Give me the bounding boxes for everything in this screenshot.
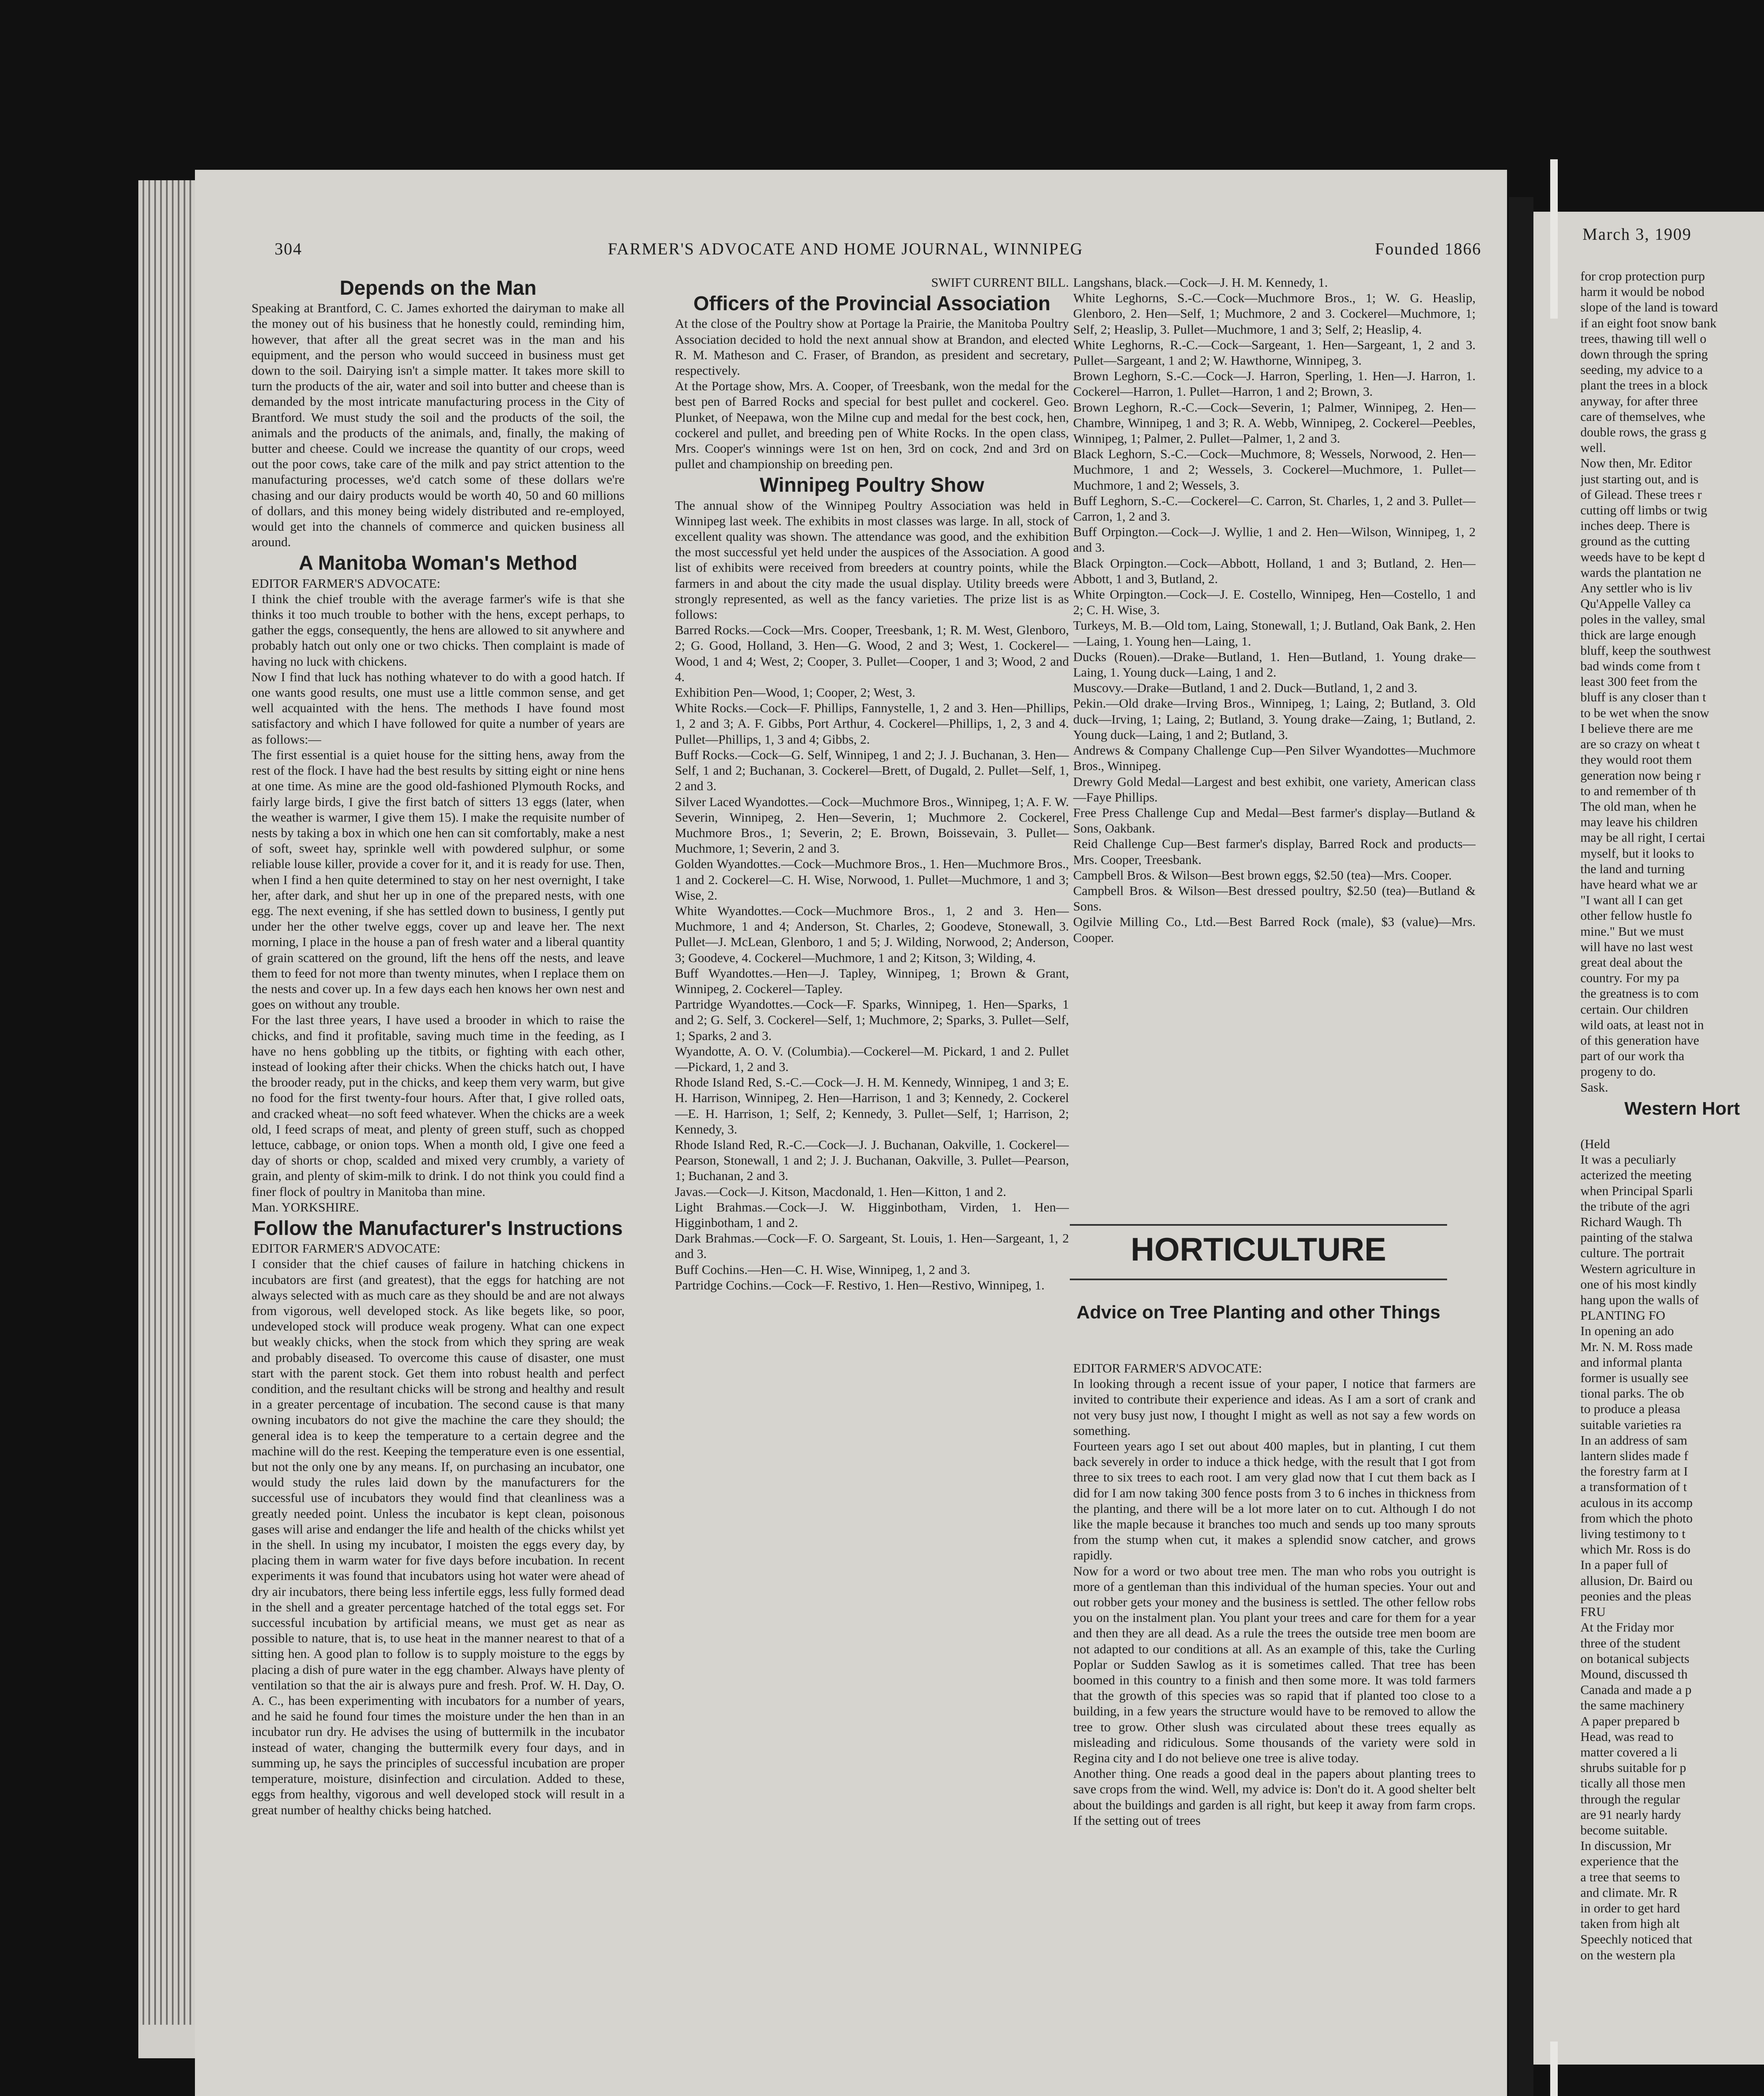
text-line: wild oats, at least not in: [1580, 1017, 1704, 1032]
prize-entry: Brown Leghorn, R.-C.—Cock—Severin, 1; Palmer, Winnipeg, 2. Hen—Chambre, Winnipeg, 1 and 3; R. A. Webb, Winnipeg, 2. Cockerel—Peebles, Winnipeg, 1; Palmer, 2. Pullet—Palmer, 1, 2 and 3.: [1073, 399, 1476, 446]
text-line: may leave his children: [1580, 815, 1698, 830]
text-line: country. For my pa: [1580, 970, 1679, 986]
text-line: great deal about the: [1580, 955, 1683, 970]
text-line: one of his most kindly: [1580, 1276, 1697, 1292]
section-rule: [1070, 1224, 1447, 1226]
text-line: the land and turning: [1580, 861, 1685, 876]
prize-entry: Muscovy.—Drake—Butland, 1 and 2. Duck—Butland, 1, 2 and 3.: [1073, 680, 1418, 695]
text-line: tional parks. The ob: [1580, 1386, 1684, 1401]
text-line: of Gilead. These trees r: [1580, 487, 1702, 502]
text-line: myself, but it looks to: [1580, 846, 1694, 861]
text-line: Western agriculture in: [1580, 1261, 1696, 1276]
horticulture-article: [1073, 1360, 1476, 1993]
prize-entry: Drewry Gold Medal—Largest and best exhibit, one variety, American class—Faye Phillips.: [1073, 774, 1476, 804]
text-line: acterized the meeting: [1580, 1167, 1692, 1183]
text-line: they would root them: [1580, 752, 1692, 767]
text-line: living testimony to t: [1580, 1526, 1686, 1541]
text-line: weeds have to be kept d: [1580, 549, 1705, 564]
text-line: just starting out, and is: [1580, 471, 1699, 486]
prize-entry: Buff Leghorn, S.-C.—Cockerel—C. Carron, St. Charles, 1, 2 and 3. Pullet—Carron, 1, 2 and 3.: [1073, 493, 1476, 524]
text-line: mine." But we must: [1580, 923, 1684, 939]
text-line: allusion, Dr. Baird ou: [1580, 1573, 1693, 1588]
editor-line: EDITOR FARMER'S ADVOCATE:: [252, 576, 441, 591]
text-line: on the western pla: [1580, 1947, 1676, 1962]
text-line: from which the photo: [1580, 1510, 1693, 1525]
text-line: Now then, Mr. Editor: [1580, 456, 1692, 471]
text-line: lantern slides made f: [1580, 1448, 1689, 1463]
text-line: painting of the stalwa: [1580, 1230, 1693, 1245]
text-line: former is usually see: [1580, 1370, 1689, 1385]
text-line: to and remember of th: [1580, 783, 1696, 798]
text-line: and climate. Mr. R: [1580, 1885, 1678, 1900]
text-line: and informal planta: [1580, 1354, 1682, 1370]
text-line: It was a peculiarly: [1580, 1152, 1676, 1167]
column-2: [675, 275, 1069, 1985]
text-line: a tree that seems to: [1580, 1869, 1680, 1884]
article-title: Follow the Manufacturer's Instructions: [253, 1217, 623, 1240]
prize-entry: Exhibition Pen—Wood, 1; Cooper, 2; West, 3.: [675, 685, 916, 700]
text-line: on botanical subjects: [1580, 1651, 1689, 1666]
text-line: in order to get hard: [1580, 1900, 1680, 1915]
text-line: suitable varieties ra: [1580, 1417, 1682, 1432]
text-line: wards the plantation ne: [1580, 565, 1702, 580]
text-line: a transformation of t: [1580, 1479, 1687, 1494]
article-paragraph: For the last three years, I have used a brooder in which to raise the chicks, and find it profitable, saving much time in the feeding, as I have no hens gobbling up the titbits, or fighting with each other, instead of looking after their chicks. When the chicks hatch out, I have the brooder ready, put in the chicks, and keep them very warm, but give no food for the first twenty-four hours. After that, I give rolled oats, and cracked wheat—no soft feed whatever. When the chicks are a week old, I feed scraps of meat, and plenty of green stuff, such as chopped lettuce, cabbage, or onion tops. When a month old, I give one feed a day of shorts or chop, scalded and mixed very crumbly, a variety of grain, and plenty of skim-milk to drink. I do not think you could find a finer flock of poultry in Manitoba than mine.: [252, 1012, 625, 1199]
founded-line: Founded 1866: [1375, 239, 1481, 258]
prize-entry: Javas.—Cock—J. Kitson, Macdonald, 1. Hen—Kitton, 1 and 2.: [675, 1184, 1007, 1199]
article-paragraph: I consider that the chief causes of failure in hatching chickens in incubators are first (and greatest), that the eggs for hatching are not always selected with as much care as they should be and are not always from vigorous, well developed stock. As like begets like, so poor, undeveloped stock will produce weak progeny. What can one expect but weakly chicks, when the stock from which they spring are weak and probably diseased. To overcome this cause of disaster, one must start with the parent stock. Get them into robust health and perfect condition, and the resultant chicks will be strong and healthy and result in a greater percentage of incubation. The second cause is that many owning incubators do not give the machine the care they should; the general idea is to keep the temperature to a certain degree and the machine will do the rest. Keeping the temperature even is one essential, but not the only one by any means. If, on purchasing an incubator, one would study the rules laid down by the manufacturers for the successful use of incubators they would find that cleanliness was a greatly needed point. Unless the incubator is kept clean, poisonous gases will arise and endanger the life and health of the chicks whilst yet in the shell. In using my incubator, I moisten the eggs every day, by placing them in warm water for five days before incubation. In recent experiments it was found that incubators using hot water were ahead of dry air incubators, there being less infertile eggs, less fully formed dead in the shell and a greater percentage hatched of the total eggs set. For successful incubation by artificial means, we must get as near as possible to nature, that is, to use heat in the manner nearest to that of a sitting hen. A good plan to follow is to supply moisture to the eggs by placing a dish of pure water in the egg chamber. Always have plenty of ventilation so that the air is always pure and fresh. Prof. W. H. Day, O. A. C., has been experimenting with incubators for a number of years, and he said he found four times the moisture under the hen than in an incubator run dry. He advises the using of buttermilk in the incubator instead of water, changing the buttermilk every four days, and in summing up, he says the principles of successful incubation are proper temperature, moisture, disinfection and circulation. Added to these, eggs from healthy, vigorous and well developed stock will result in a great number of healthy chicks being hatched.: [252, 1256, 625, 1817]
prize-entry: Light Brahmas.—Cock—J. W. Higginbotham, Virden, 1. Hen—Higginbotham, 1 and 2.: [675, 1199, 1069, 1230]
prize-entry: Rhode Island Red, S.-C.—Cock—J. H. M. Kennedy, Winnipeg, 1 and 3; E. H. Harrison, Winnipeg, 2. Hen—Harrison, 1 and 3; Kennedy, 2. Cockerel—E. H. Harrison, 1; Self, 2; Kennedy, 3. Pullet—Self, 1; Harrison, 2; Kennedy, 3.: [675, 1075, 1069, 1136]
article-title: Depends on the Man: [340, 277, 537, 299]
prize-entry: Wyandotte, A. O. V. (Columbia).—Cockerel—M. Pickard, 1 and 2. Pullet—Pickard, 1, 2 and 3.: [675, 1043, 1069, 1074]
text-line: In an address of sam: [1580, 1432, 1687, 1447]
article-title: Western Hort: [1624, 1098, 1740, 1119]
text-line: least 300 feet from the: [1580, 674, 1697, 689]
prize-entry: Andrews & Company Challenge Cup—Pen Silver Wyandottes—Muchmore Bros., Winnipeg.: [1073, 743, 1476, 773]
text-line: In opening an ado: [1580, 1323, 1674, 1339]
prize-entry: Buff Orpington.—Cock—J. Wyllie, 1 and 2. Hen—Wilson, Winnipeg, 1, 2 and 3.: [1073, 524, 1476, 555]
text-line: well.: [1580, 440, 1606, 455]
prize-entry: Black Leghorn, S.-C.—Cock—Muchmore, 8; Wessels, Norwood, 2. Hen—Muchmore, 1 and 2; Wessels, 3. Cockerel—Muchmore, 1. Pullet—Muchmore, 1 and 2; Wessels, 3.: [1073, 446, 1476, 493]
text-line: have heard what we ar: [1580, 877, 1697, 892]
prize-entry: Langshans, black.—Cock—J. H. M. Kennedy, 1.: [1073, 275, 1328, 290]
text-line: of this generation have: [1580, 1032, 1699, 1048]
text-line: At the Friday mor: [1580, 1620, 1674, 1635]
text-line: may be all right, I certai: [1580, 830, 1705, 845]
text-line: hang upon the walls of: [1580, 1292, 1699, 1307]
article-title: Winnipeg Poultry Show: [760, 474, 984, 497]
text-line: to produce a pleasa: [1580, 1401, 1681, 1416]
article-paragraph: The first essential is a quiet house for the sitting hens, away from the rest of the flock. I have had the best results by sitting eight or nine hens at one time. As mine are the good old-fashioned Plymouth Rocks, and fairly large birds, I give the first batch of sitters 13 eggs (later, when the weather is warmer, I give them 15). I make the requisite number of nests by taking a box in which one hen can sit comfortably, make a nest of soft, sweet hay, sprinkle well with powdered sulphur, or some reliable louse killer, provide a cover for it, and it is ready for use. Then, when I find a hen quite determined to stay on her nest overnight, I take her, after dark, and shut her up in one of the prepared nests, with one egg. The next evening, if she has settled down to business, I gently put under her the other twelve eggs, cover up and leave her. The next morning, I place in the house a pan of fresh water and a liberal quantity of grain scattered on the ground, lift the hens off the nests, and leave them to feed for not more than twenty minutes, when I replace them on the nests and cover up. In a few days each hen knows her own nest and goes on without any trouble.: [252, 747, 625, 1012]
prize-entry: White Wyandottes.—Cock—Muchmore Bros., 1, 2 and 3. Hen—Muchmore, 1 and 4; Anderson, St. Charles, 2; Goodeve, Stonewall, 3. Pullet—J. McLean, Glenboro, 1 and 5; J. Wilding, Norwood, 2; Anderson, 3; Goodeve, 4. Cockerel—Muchmore, 1 and 2; Kitson, 3; Wilding, 4.: [675, 903, 1069, 965]
text-line: the same machinery: [1580, 1698, 1684, 1713]
text-line: the forestry farm at I: [1580, 1464, 1688, 1479]
column-1: [252, 275, 625, 1985]
column-3: [1073, 275, 1476, 1214]
text-line: certain. Our children: [1580, 1001, 1689, 1017]
prize-entry: Silver Laced Wyandottes.—Cock—Muchmore Bros., Winnipeg, 1; A. F. W. Severin, Winnipeg, 2. Hen—Severin, 1; Muchmore 2. Cockerel, Muchmore Bros., 1; Severin, 2; E. Brown, Boissevain, 3. Pullet—Muchmore, 1; Severin, 2 and 3.: [675, 794, 1069, 856]
text-line: FRU: [1580, 1604, 1606, 1619]
article-paragraph: Now for a word or two about tree men. The man who robs you outright is more of a gentleman than this individual of the human species. Your out and out robber gets your money and the business is settled. The other fellow robs you on the instalment plan. You plant your trees and care for them for a year and then they are all dead. As a rule the trees the outside tree men boom are not adapted to our conditions at all. As an example of this, take the Curling Poplar or Sudden Sawlog as it is sometimes called. That tree has been boomed in this country to a finish and then some more. It was told farmers that the growth of this species was so rapid that if planted too close to a building, in a few years the structure would have to be removed to allow the tree to grow. Other slush was circulated about these trees equally as misleading and ridiculous. Some thousands of the variety were sold in Regina city and I do not believe one tree is alive today.: [1073, 1563, 1476, 1766]
text-line: will have no last west: [1580, 939, 1693, 954]
prize-entry: Turkeys, M. B.—Old tom, Laing, Stonewall, 1; J. Butland, Oak Bank, 2. Hen—Laing, 1. Young hen—Laing, 1.: [1073, 618, 1476, 649]
text-line: if an eight foot snow bank: [1580, 315, 1717, 330]
text-line: harm it would be nobod: [1580, 284, 1705, 299]
text-line: inches deep. There is: [1580, 518, 1690, 533]
text-line: PLANTING FO: [1580, 1308, 1665, 1323]
section-title: HORTICULTURE: [1131, 1231, 1386, 1268]
prize-entry: Buff Cochins.—Hen—C. H. Wise, Winnipeg, 1, 2 and 3.: [675, 1262, 970, 1277]
text-line: A paper prepared b: [1580, 1713, 1680, 1728]
text-line: care of themselves, whe: [1580, 409, 1705, 424]
text-line: tically all those men: [1580, 1776, 1686, 1791]
prize-entry: Reid Challenge Cup—Best farmer's display, Barred Rock and products—Mrs. Cooper, Treesbank.: [1073, 836, 1476, 867]
article-paragraph: At the Portage show, Mrs. A. Cooper, of Treesbank, won the medal for the best pen of Barred Rocks and special for best pullet and cockerel. Geo. Plunket, of Neepawa, won the Milne cup and medal for the best cock, hen, cockerel and pullet, and breeding pen of White Rocks. In the open class, Mrs. Cooper's winnings were 1st on hen, 3rd on cock, 2nd and 3rd on pullet and championship on breeding pen.: [675, 379, 1069, 472]
text-line: Sask.: [1580, 1079, 1608, 1095]
text-line: through the regular: [1580, 1791, 1680, 1806]
text-line: the tribute of the agri: [1580, 1198, 1690, 1214]
article-title: A Manitoba Woman's Method: [298, 552, 578, 575]
text-line: plant the trees in a block: [1580, 378, 1708, 393]
right-page-column: [1580, 268, 1764, 1095]
section-rule: [1070, 1279, 1447, 1280]
text-line: cutting off limbs or twig: [1580, 503, 1707, 518]
prize-entry: Partridge Wyandottes.—Cock—F. Sparks, Winnipeg, 1. Hen—Sparks, 1 and 2; G. Self, 3. Cockerel—Self, 1; Muchmore, 2; Sparks, 3. Pullet—Self, 1; Sparks, 2 and 3.: [675, 997, 1069, 1043]
prize-entry: White Leghorns, S.-C.—Cock—Muchmore Bros., 1; W. G. Heaslip, Glenboro, 2. Hen—Self, 1; Muchmore, 2 and 3. Cockerel—Muchmore, 1; Self, 2; Heaslip, 3. Pullet—Muchmore, 1 and 3; Self, 2; Heaslip, 4.: [1073, 291, 1476, 337]
text-line: double rows, the grass g: [1580, 425, 1707, 440]
article-title: Officers of the Provincial Association: [693, 293, 1051, 315]
text-line: Qu'Appelle Valley ca: [1580, 596, 1691, 611]
text-line: The old man, when he: [1580, 799, 1697, 814]
signature: SWIFT CURRENT BILL.: [931, 275, 1069, 290]
article-paragraph: In looking through a recent issue of your paper, I notice that farmers are invited to contribute their experience and ideas. As I am a sort of crank and not very busy just now, I thought I might as well as not say a few words on something.: [1073, 1376, 1476, 1438]
prize-entry: Partridge Cochins.—Cock—F. Restivo, 1. Hen—Restivo, Winnipeg, 1.: [675, 1277, 1045, 1292]
prize-entry: White Leghorns, R.-C.—Cock—Sargeant, 1. Hen—Sargeant, 1, 2 and 3. Pullet—Sargeant, 1 and 2; W. Hawthorne, Winnipeg, 3.: [1073, 337, 1476, 368]
text-line: Canada and made a p: [1580, 1682, 1692, 1697]
text-line: I believe there are me: [1580, 721, 1693, 736]
text-line: other fellow hustle fo: [1580, 908, 1692, 923]
page-number: 304: [275, 239, 302, 258]
text-line: taken from high alt: [1580, 1916, 1680, 1931]
text-line: bluff is any closer than t: [1580, 690, 1706, 705]
text-line: the greatness is to com: [1580, 986, 1699, 1001]
prize-entry: Campbell Bros. & Wilson—Best dressed poultry, $2.50 (tea)—Butland & Sons.: [1073, 883, 1476, 914]
text-line: Richard Waugh. Th: [1580, 1214, 1682, 1230]
prize-entry: Barred Rocks.—Cock—Mrs. Cooper, Treesbank, 1; R. M. West, Glenboro, 2; G. Good, Holland, 3. Hen—G. Wood, 2 and 3; West, 1. Cockerel—Wood, 1 and 4; West, 2; Cooper, 3. Pullet—Cooper, 1 and 3; Wood, 2 and 4.: [675, 623, 1069, 684]
text-line: experience that the: [1580, 1854, 1679, 1869]
text-line: to be wet when the snow: [1580, 705, 1710, 720]
prize-entry: Golden Wyandottes.—Cock—Muchmore Bros., 1. Hen—Muchmore Bros., 1 and 2. Cockerel—C. H. Wise, Norwood, 1. Pullet—Muchmore, 1 and 3; Wise, 2.: [675, 856, 1069, 903]
text-line: aculous in its accomp: [1580, 1495, 1693, 1510]
right-page-column: [1580, 1136, 1764, 1963]
text-line: thick are large enough: [1580, 627, 1696, 642]
text-line: when Principal Sparli: [1580, 1183, 1693, 1198]
text-line: (Held: [1580, 1136, 1610, 1151]
editor-line: EDITOR FARMER'S ADVOCATE:: [252, 1241, 441, 1256]
prize-entry: Dark Brahmas.—Cock—F. O. Sargeant, St. Louis, 1. Hen—Sargeant, 1, 2 and 3.: [675, 1231, 1069, 1261]
text-line: bluff, keep the southwest: [1580, 643, 1711, 658]
text-line: trees, thawing till well o: [1580, 331, 1707, 346]
text-line: Speechly noticed that: [1580, 1932, 1692, 1947]
margin-bar: [1550, 2042, 1558, 2096]
book-spine: [1509, 197, 1533, 2096]
article-paragraph: The annual show of the Winnipeg Poultry Association was held in Winnipeg last week. The exhibits in most classes was large. In all, stock of excellent quality was shown. The attendance was good, and the exhibition the most successful yet held under the auspices of the Association. A good list of exhibits were received from breeders at country points, while the farmers in and about the city made the usual display. Utility breeds were strongly represented, as well as the fancy varieties. The prize list is as follows:: [675, 498, 1069, 622]
text-line: three of the student: [1580, 1635, 1681, 1650]
text-line: In discussion, Mr: [1580, 1838, 1671, 1853]
text-line: peonies and the pleas: [1580, 1588, 1691, 1603]
prize-entry: Buff Wyandottes.—Hen—J. Tapley, Winnipeg, 1; Brown & Grant, Winnipeg, 2. Cockerel—Tapley.: [675, 965, 1069, 996]
text-line: down through the spring: [1580, 347, 1708, 362]
text-line: slope of the land is toward: [1580, 300, 1718, 315]
text-line: poles in the valley, smal: [1580, 612, 1706, 627]
text-line: In a paper full of: [1580, 1557, 1668, 1572]
article-paragraph: Another thing. One reads a good deal in the papers about planting trees to save crops from the wind. Well, my advice is: Don't do it. A good shelter belt about the buildings and garden is all right, but keep it away from farm crops. If the setting out of trees: [1073, 1766, 1476, 1828]
text-line: shrubs suitable for p: [1580, 1760, 1686, 1775]
text-line: are 91 nearly hardy: [1580, 1807, 1681, 1822]
text-line: Head, was read to: [1580, 1729, 1674, 1744]
text-line: for crop protection purp: [1580, 269, 1705, 283]
text-line: Mr. N. M. Ross made: [1580, 1339, 1693, 1354]
page-edges: [138, 180, 197, 2025]
article-paragraph: I think the chief trouble with the average farmer's wife is that she thinks it too much trouble to bother with the hens, except perhaps, to gather the eggs, consequently, the hens are allowed to sit anywhere and probably hatch out only one or two chicks. Then complaint is made of having no luck with chickens.: [252, 591, 625, 669]
text-line: Any settler who is liv: [1580, 581, 1692, 596]
prize-entry: Rhode Island Red, R.-C.—Cock—J. J. Buchanan, Oakville, 1. Cockerel—Pearson, Stonewall, 1 and 2; J. J. Buchanan, Oakville, 3. Pullet—Pearson, 1; Buchanan, 2 and 3.: [675, 1137, 1069, 1183]
prize-entry: Ducks (Rouen).—Drake—Butland, 1. Hen—Butland, 1. Young drake—Laing, 1. Young duck—Laing, 1 and 2.: [1073, 649, 1476, 680]
text-line: which Mr. Ross is do: [1580, 1542, 1691, 1557]
article-paragraph: Now I find that luck has nothing whatever to do with a good hatch. If one wants good results, one must use a little common sense, and get well acquainted with the hens. The methods I have found most satisfactory and which I have followed for quite a number of years are as follows:—: [252, 669, 625, 747]
prize-entry: Free Press Challenge Cup and Medal—Best farmer's display—Butland & Sons, Oakbank.: [1073, 805, 1476, 836]
right-page-date: March 3, 1909: [1582, 225, 1692, 244]
prize-entry: Brown Leghorn, S.-C.—Cock—J. Harron, Sperling, 1. Hen—J. Harron, 1. Cockerel—Harron, 1. Pullet—Harron, 1 and 2; Brown, 3.: [1073, 368, 1476, 399]
prize-entry: White Rocks.—Cock—F. Phillips, Fannystelle, 1, 2 and 3. Hen—Phillips, 1, 2 and 3; A. F. Gibbs, Port Arthur, 4. Cockerel—Phillips, 1, 2, 3 and 4. Pullet—Phillips, 1, 3 and 4; Gibbs, 2.: [675, 700, 1069, 747]
prize-entry: White Orpington.—Cock—J. E. Costello, Winnipeg, Hen—Costello, 1 and 2; C. H. Wise, 3.: [1073, 587, 1476, 617]
running-title: FARMER'S ADVOCATE AND HOME JOURNAL, WINNIPEG: [608, 239, 1083, 258]
article-paragraph: Speaking at Brantford, C. C. James exhorted the dairyman to make all the money out of his business that he honestly could, reminding him, however, that after all the great secret was in the man and his equipment, and the person who would succeed in business must get down to the soil. Dairying isn't a simple matter. It takes more skill to turn the products of the air, water and soil into butter and cheese than is demanded by the most intricate manufacturing process in the City of Brantford. We must study the soil and the products of the soil, the animals and the products of the animals, and, finally, the making of butter and cheese. Could we increase the quantity of our crops, weed out the poor cows, take care of the milk and pay strict attention to the manufacturing processes, we'd catch some of these dollars we're chasing and our dairy products would be worth 40, 50 and 60 millions of dollars, and this money being widely distributed and re-employed, would get into the channels of commerce and quicken business all around.: [252, 301, 625, 550]
prize-entry: Pekin.—Old drake—Irving Bros., Winnipeg, 1; Laing, 2; Butland, 3. Old duck—Irving, 1; Laing, 2; Butland, 3. Young drake—Zaing, 1; Butland, 2. Young duck—Laing, 1 and 2; Butland, 3.: [1073, 696, 1476, 742]
signature: Man. YORKSHIRE.: [252, 1199, 359, 1214]
text-line: ground as the cutting: [1580, 534, 1690, 549]
article-paragraph: Fourteen years ago I set out about 400 maples, but in planting, I cut them back severely in order to induce a thick hedge, with the result that I got from three to six trees to each root. I am very glad now that I cut them back as I did for I am now taking 300 fence posts from 3 to 6 inches in thickness from the planting, and there will be a lot more later on to cut. Although I do not like the maple because it branches too much and sends up too many sprouts from the stump when cut, it makes a splendid snow catcher, and grows rapidly.: [1073, 1439, 1476, 1563]
text-line: part of our work tha: [1580, 1048, 1684, 1064]
text-line: progeny to do.: [1580, 1064, 1656, 1079]
text-line: anyway, for after three: [1580, 393, 1698, 408]
prize-entry: Buff Rocks.—Cock—G. Self, Winnipeg, 1 and 2; J. J. Buchanan, 3. Hen—Self, 1 and 2; Buchanan, 3. Cockerel—Brett, of Dugald, 2. Pullet—Self, 1, 2 and 3.: [675, 747, 1069, 794]
text-line: generation now being r: [1580, 768, 1701, 783]
text-line: seeding, my advice to a: [1580, 362, 1703, 377]
article-title: Advice on Tree Planting and other Things: [1077, 1302, 1440, 1323]
editor-line: EDITOR FARMER'S ADVOCATE:: [1073, 1361, 1262, 1375]
prize-entry: Campbell Bros. & Wilson—Best brown eggs, $2.50 (tea)—Mrs. Cooper.: [1073, 867, 1452, 882]
article-paragraph: At the close of the Poultry show at Portage la Prairie, the Manitoba Poultry Association decided to hold the next annual show at Brandon, and elected R. M. Matheson and C. Fraser, of Brandon, as president and secretary, respectively.: [675, 316, 1069, 378]
text-line: culture. The portrait: [1580, 1245, 1685, 1261]
text-line: are so crazy on wheat t: [1580, 737, 1700, 752]
text-line: "I want all I can get: [1580, 892, 1683, 908]
text-line: Mound, discussed th: [1580, 1666, 1688, 1681]
margin-bar: [1550, 159, 1558, 319]
prize-entry: Ogilvie Milling Co., Ltd.—Best Barred Rock (male), $3 (value)—Mrs. Cooper.: [1073, 914, 1476, 945]
text-line: bad winds come from t: [1580, 659, 1700, 674]
prize-entry: Black Orpington.—Cock—Abbott, Holland, 1 and 3; Butland, 2. Hen—Abbott, 1 and 3, Butland, 2.: [1073, 555, 1476, 586]
text-line: matter covered a li: [1580, 1744, 1678, 1759]
text-line: become suitable.: [1580, 1822, 1668, 1837]
